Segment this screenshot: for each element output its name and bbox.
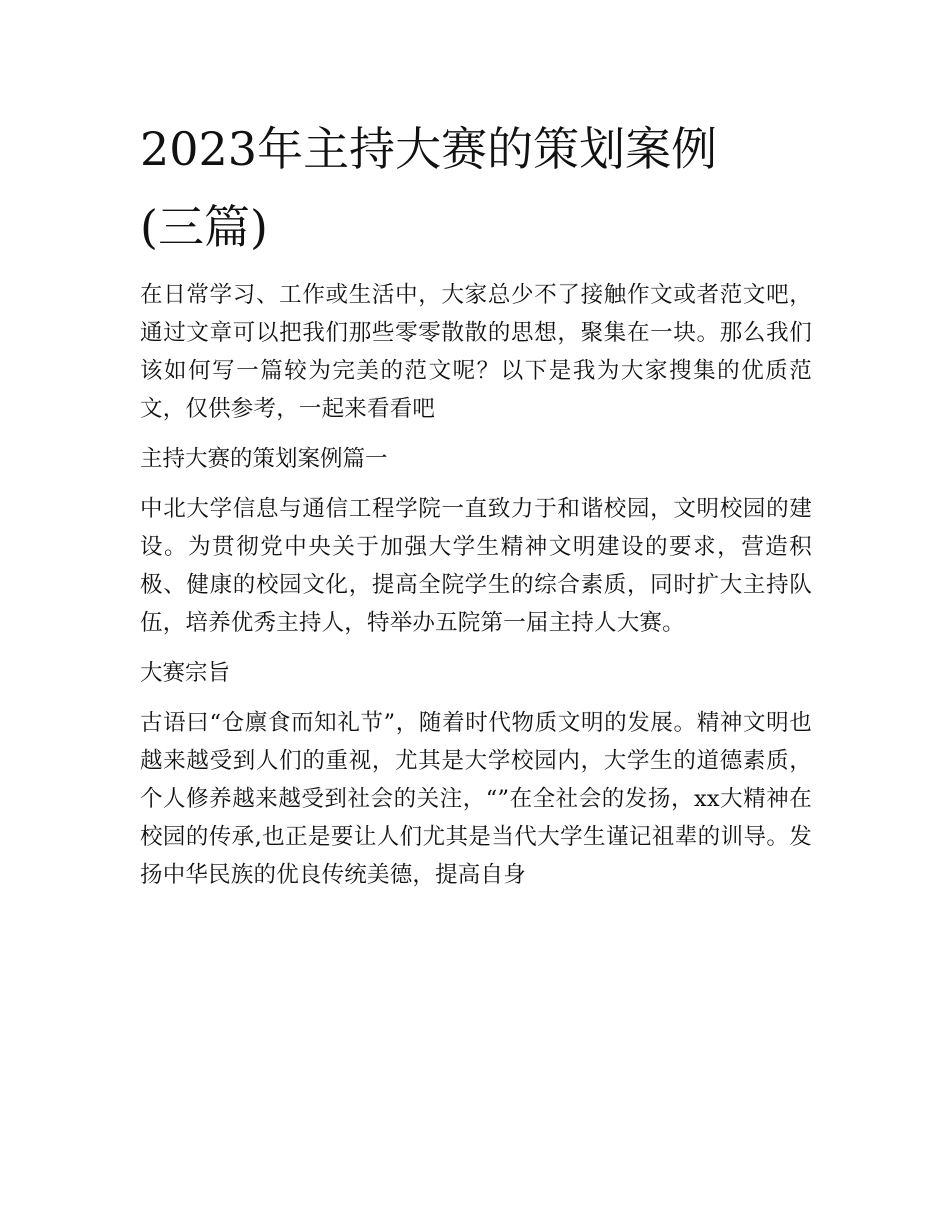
section-heading: 主持大赛的策划案例篇一 [140,446,388,472]
document-page [140,110,812,906]
title-line-1: 2023年主持大赛的策划案例 [140,122,718,176]
document-title [140,110,812,266]
purpose-paragraph: 古语曰“仓廪食而知礼节”，随着时代物质文明的发展。精神文明也越来越受到人们的重视，尤其是大学校园内，大学生的道德素质，个人修养越来越受到社会的关注，“”在全社会的发扬，xx大精神在校园的传承,也正是要让人们尤其是当代大学生谨记祖辈的训导。发扬中华民族的优良传统美德，提高自身 [140,710,812,888]
subheading-purpose: 大赛宗旨 [140,660,231,686]
section-paragraph: 中北大学信息与通信工程学院一直致力于和谐校园，文明校园的建设。为贯彻党中央关于加强大学生精神文明建设的要求，营造积极、健康的校园文化，提高全院学生的综合素质，同时扩大主持队伍，培养优秀主持人，特举办五院第一届主持人大赛。 [140,496,812,636]
title-line-2: (三篇) [140,200,268,254]
intro-paragraph: 在日常学习、工作或生活中，大家总少不了接触作文或者范文吧，通过文章可以把我们那些零零散散的思想，聚集在一块。那么我们该如何写一篇较为完美的范文呢？以下是我为大家搜集的优质范文，仅供参考，一起来看看吧 [140,282,812,422]
